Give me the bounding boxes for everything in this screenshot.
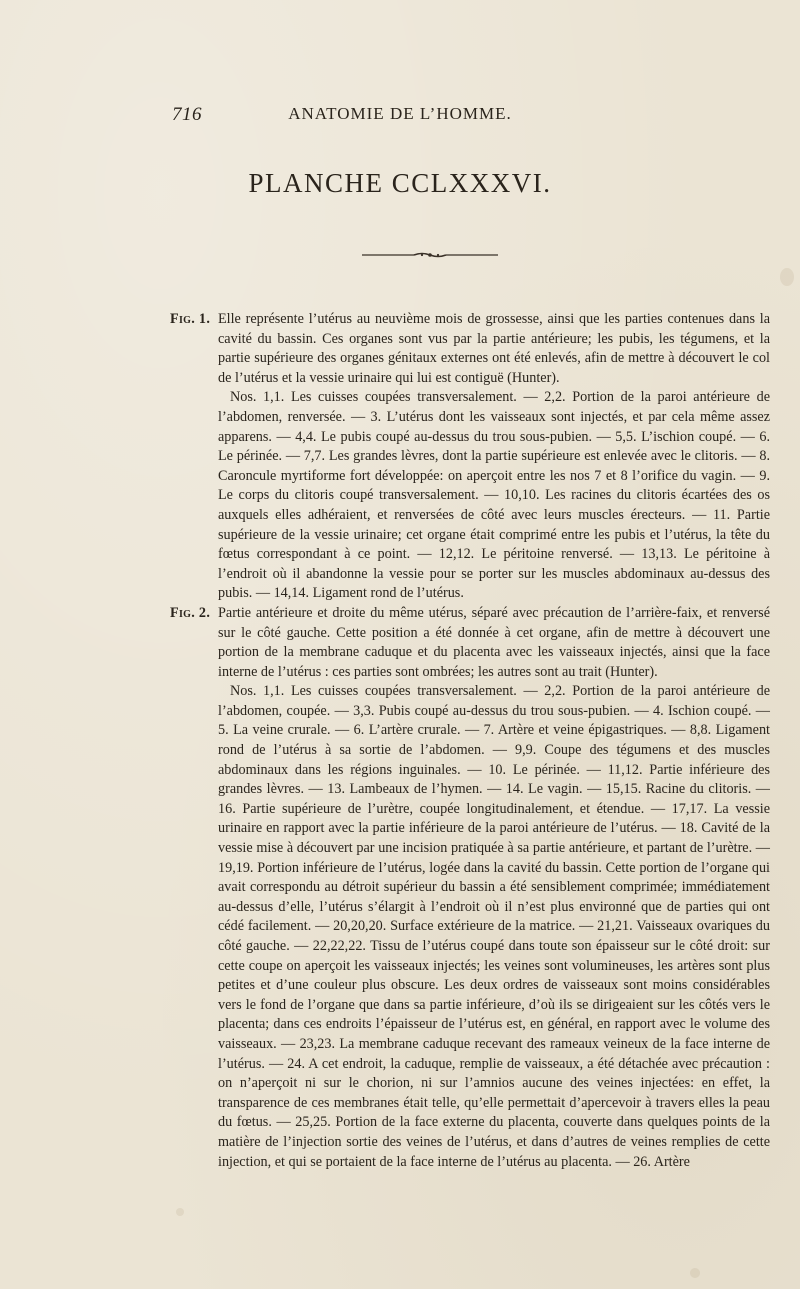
- figure-1-entry: [170, 310, 770, 604]
- paper-stain: [690, 1268, 700, 1278]
- page-number: 716: [172, 104, 202, 125]
- figure-description: Partie antérieure et droite du même utérus, séparé avec précaution de l’arrière-faix, et renversé sur le côté gauche. Cette position a été donnée à cet organe, afin de mettre à découvert une portion de la membrane caduque et du placenta avec les vaisseaux injectés, ainsi que la face interne de l’utérus : ces parties sont ombrées; les autres sont au trait (Hunter).: [218, 604, 770, 680]
- running-head: [172, 104, 628, 128]
- plate-title: PLANCHE CCLXXXVI.: [248, 168, 552, 198]
- figure-2-entry: [170, 604, 770, 1172]
- ornament-divider: [362, 252, 498, 258]
- figure-label: Fig. 2.: [170, 604, 211, 621]
- figure-legend: Nos. 1,1. Les cuisses coupées transversalement. — 2,2. Portion de la paroi antérieure de l’abdomen, coupée. — 3,3. Pubis coupé au-dessus du trou sous-pubien. — 4. Ischion coupé. — 5. La veine crurale. — 6. L’artère crurale. — 7. Artère et veine épigastriques. — 8,8. Ligament rond de l’utérus à sa sortie de l’abdomen. — 9,9. Coupe des tégumens et des muscles abdominaux dans les régions inguinales. — 10. Le périnée. — 11,12. Partie inférieure des grandes lèvres. — 13. Lambeaux de l’hymen. — 14. Le vagin. — 15,15. Racine du clitoris. — 16. Partie supérieure de l’urètre, coupée longitudinalement, et étendue. — 17,17. La vessie urinaire en rapport avec la partie inférieure de la paroi antérieure de l’utérus. — 18. Cavité de la vessie mise à découvert par une incision pratiquée à sa partie antérieure, et partant de l’urètre. — 19,19. Portion inférieure de l’utérus, logée dans la cavité du bassin. Cette portion de l’organe qui avait correspondu au détroit supérieur du bassin a été sensiblement comprimée; immédiatement au-dessus d’elle, l’utérus s’élargit à l’endroit où il n’est plus environné que de parties qui ont cédé facilement. — 20,20,20. Surface extérieure de la matrice. — 21,21. Vaisseaux ovariques du côté gauche. — 22,22,22. Tissu de l’utérus coupé dans toute son épaisseur sur le côté droit: sur cette coupe on aperçoit les vaisseaux injectés; les veines sont volumineuses, les artères sont plus petites et d’une couleur plus obscure. Les deux ordres de vaisseaux sont moins considérables vers le fond de l’organe que dans sa partie inférieure, d’où ils se dirigeaient sur les côtés vers le placenta; dans ces endroits l’épaisseur de l’utérus est, en général, en rapport avec le volume des vaisseaux. — 23,23. La membrane caduque recevant des rameaux veineux de la face interne de l’utérus. — 24. A cet endroit, la caduque, remplie de vaisseaux, a été détachée avec précaution : on n’aperçoit ni sur le chorion, ni sur l’amnios aucune des veines injectées: en effet, la transparence de ces membranes était telle, qu’elle permettait d’apercevoir à travers elles la peau du fœtus. — 25,25. Portion de la face externe du placenta, couverte dans quelques points de la matière de l’injection sortie des veines de l’utérus, et dans d’autres de veines remplies de cette injection, et qui se portaient de la face interne de l’utérus au placenta. — 26. Artère: [218, 683, 770, 1170]
- figure-legend: Nos. 1,1. Les cuisses coupées transversalement. — 2,2. Portion de la paroi antérieure de l’abdomen, renversée. — 3. L’utérus dont les vaisseaux sont injectés, et par cela même assez apparens. — 4,4. Le pubis coupé au-dessus du trou sous-pubien. — 5,5. L’ischion coupé. — 6. Le périnée. — 7,7. Les grandes lèvres, dont la partie supérieure est enlevée avec le clitoris. — 8. Caroncule myrtiforme fort développée: on aperçoit entre les nos 7 et 8 l’orifice du vagin. — 9. Le corps du clitoris coupé transversalement. — 10,10. Les racines du clitoris écartées des os auxquels elles adhéraient, et renversées de côté avec leurs muscles érecteurs. — 11. Partie supérieure de la vessie urinaire; cet organe était comprimé entre les pubis et l’utérus, la tête du fœtus correspondant à ce point. — 12,12. Le péritoine renversé. — 13,13. Le péritoine à l’endroit où il abandonne la vessie pour se porter sur les muscles abdominaux au-dessus des pubis. — 14,14. Ligament rond de l’utérus.: [218, 389, 770, 602]
- figure-description: Elle représente l’utérus au neuvième mois de grossesse, ainsi que les parties contenues dans la cavité du bassin. Ces organes sont vus par la partie antérieure; les pubis, les tégumens, et la partie supérieure des organes génitaux externes ont été enlevés, afin de mettre à découvert le col de l’utérus et la vessie urinaire qui lui est contiguë (Hunter).: [218, 311, 770, 386]
- plate-description: [170, 310, 770, 1172]
- running-title: ANATOMIE DE L’HOMME.: [288, 104, 512, 123]
- paper-stain: [176, 1208, 184, 1216]
- figure-label: Fig. 1.: [170, 311, 211, 327]
- paper-stain: [780, 268, 794, 286]
